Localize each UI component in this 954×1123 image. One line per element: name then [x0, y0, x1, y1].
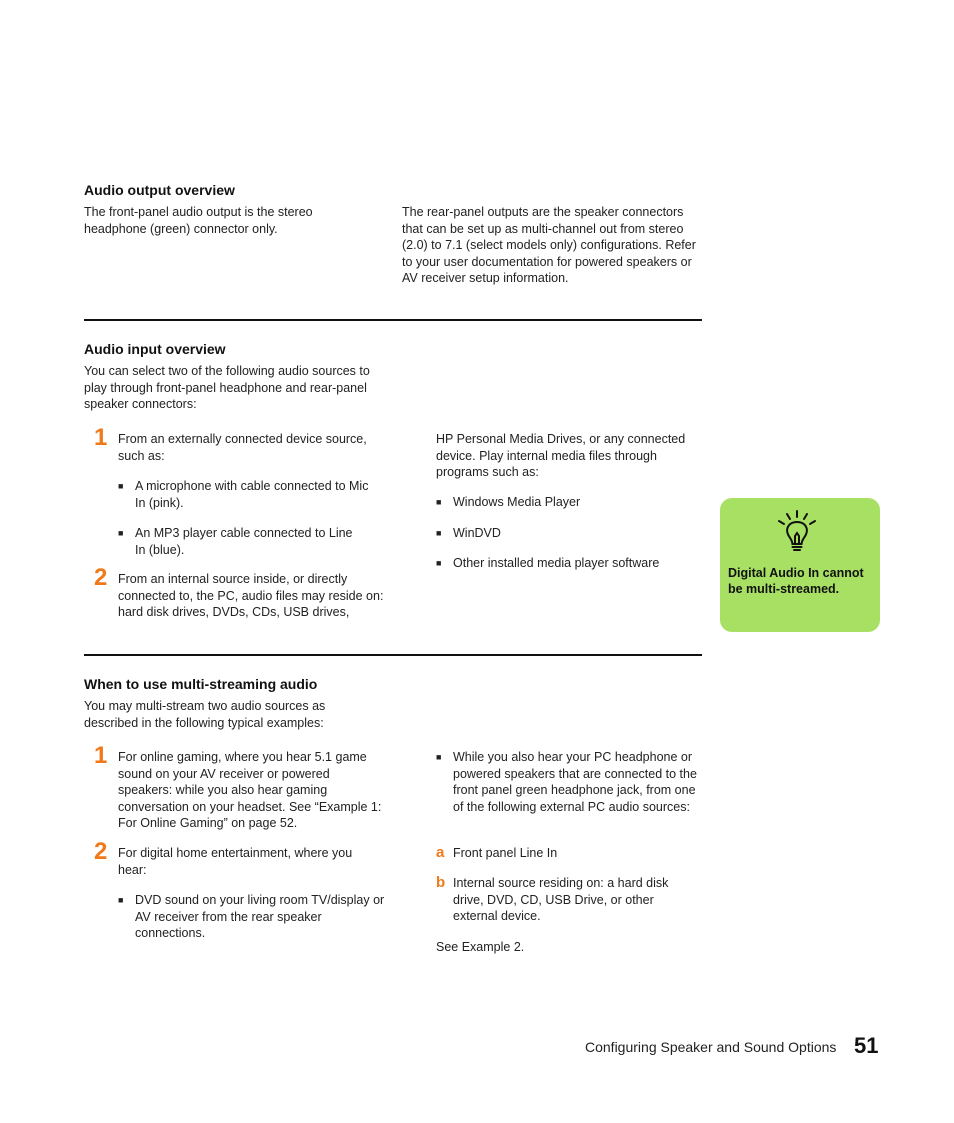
page-number: 51	[854, 1033, 879, 1058]
input-right-bullet-3: Other installed media player software	[453, 556, 660, 570]
footer-title: Configuring Speaker and Sound Options	[585, 1039, 837, 1055]
tip-box	[720, 498, 880, 632]
input-heading: Audio input overview	[84, 341, 226, 357]
output-right-text: The rear-panel outputs are the speaker connectors that can be set up as multi-channel out from stereo (2.0) to 7.1 (select models only) configurations. Refer to your user documentation for powered speakers or AV receiver setup information.	[402, 205, 696, 285]
bullet-icon: ■	[118, 481, 124, 491]
multi-step2-bullet: DVD sound on your living room TV/display or AV receiver from the rear speaker connections.	[135, 893, 385, 940]
multi-item-a-text: Front panel Line In	[453, 846, 558, 860]
input-right-text: HP Personal Media Drives, or any connected device. Play internal media files through programs such as:	[436, 432, 686, 479]
tip-text: Digital Audio In cannot be multi-streamed.	[728, 566, 864, 596]
step-number: 1	[94, 424, 108, 451]
step-number: 2	[94, 564, 108, 591]
multi-right-bullet: While you also hear your PC headphone or powered speakers that are connected to the front panel green headphone jack, from one of the following external PC audio sources:	[453, 750, 697, 814]
output-left-text: The front-panel audio output is the stereo headphone (green) connector only.	[84, 205, 313, 236]
bullet-icon: ■	[118, 528, 124, 538]
bullet-icon: ■	[118, 895, 124, 905]
input-bullet-1: A microphone with cable connected to Mic In (pink).	[135, 479, 369, 510]
multi-step1-text: For online gaming, where you hear 5.1 game sound on your AV receiver or powered speakers: while you also hear gaming conversation on your headset. See “Example 1: For Online Gaming” on page 52.	[118, 750, 382, 830]
step-number: 1	[94, 742, 108, 769]
bullet-icon: ■	[436, 528, 442, 538]
bullet-icon: ■	[436, 752, 442, 762]
output-heading: Audio output overview	[84, 182, 235, 198]
bullet-icon: ■	[436, 497, 442, 507]
step-number: 2	[94, 838, 108, 865]
section-divider	[84, 319, 702, 321]
section-divider	[84, 654, 702, 656]
multi-step2-text: For digital home entertainment, where you hear:	[118, 846, 353, 877]
lightbulb-icon	[773, 508, 821, 556]
input-step2-text: From an internal source inside, or directly connected to, the PC, audio files may reside on: hard disk drives, DVDs, CDs, USB drives,	[118, 572, 384, 619]
input-step1-text: From an externally connected device source, such as:	[118, 432, 367, 463]
input-intro: You can select two of the following audio sources to play through front-panel headphone and rear-panel speaker connectors:	[84, 364, 370, 411]
multi-heading: When to use multi-streaming audio	[84, 676, 318, 692]
bullet-icon: ■	[436, 558, 442, 568]
item-letter: b	[436, 874, 446, 891]
input-right-bullet-2: WinDVD	[453, 526, 501, 540]
input-bullet-2: An MP3 player cable connected to Line In (blue).	[135, 526, 353, 557]
multi-item-b-text: Internal source residing on: a hard disk drive, DVD, CD, USB Drive, or other external device.	[453, 876, 669, 923]
input-right-bullet-1: Windows Media Player	[453, 495, 581, 509]
see-example-text: See Example 2.	[436, 940, 525, 954]
multi-intro: You may multi-stream two audio sources as described in the following typical examples:	[84, 699, 326, 730]
item-letter: a	[436, 844, 445, 861]
